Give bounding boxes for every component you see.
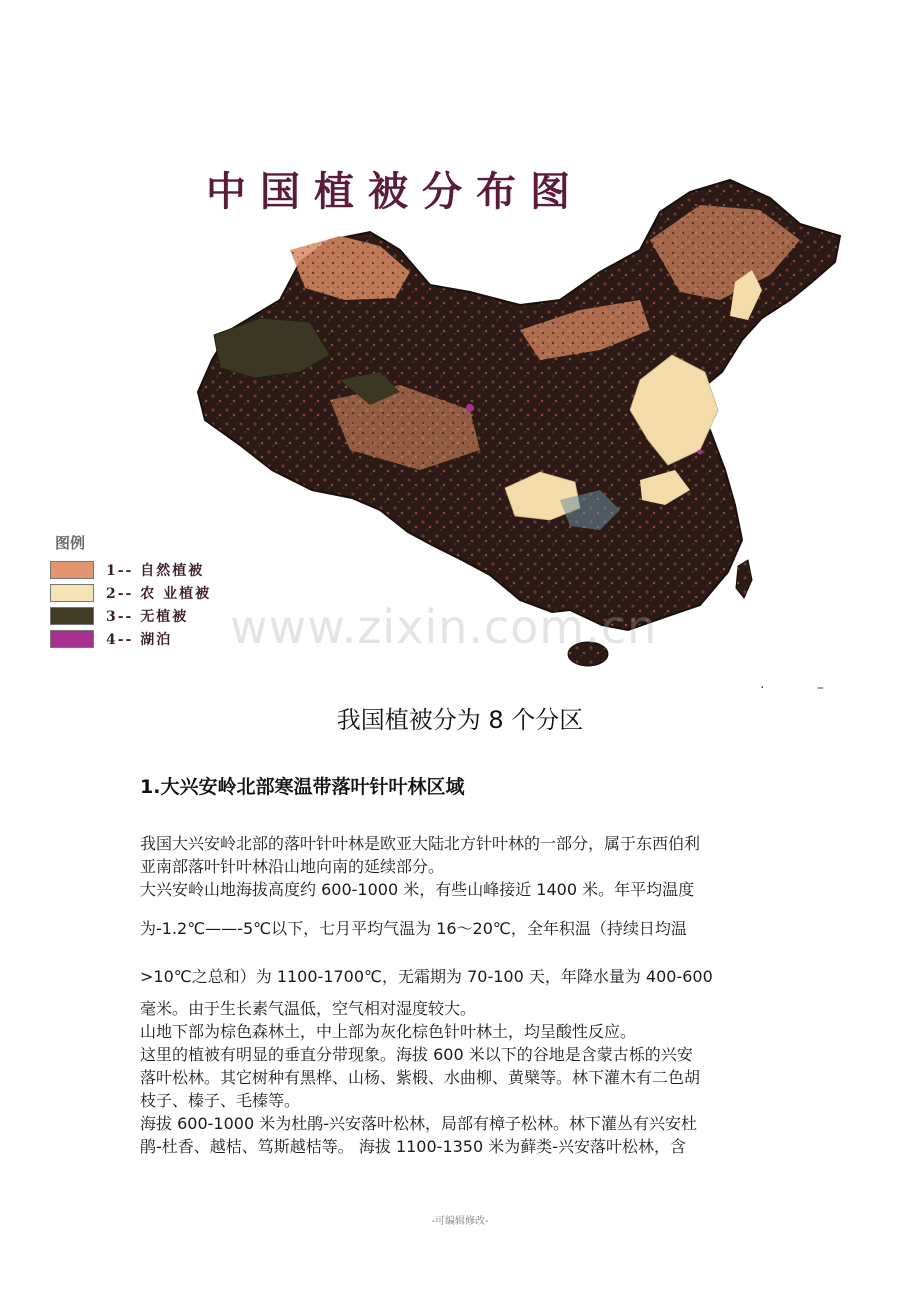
legend-swatch <box>50 607 94 625</box>
legend-swatch <box>50 630 94 648</box>
text-line: 为-1.2℃——-5℃以下，七月平均气温为 16～20℃，全年积温（持续日均温 <box>140 919 687 938</box>
text-line: 大兴安岭山地海拔高度约 600-1000 米，有些山峰接近 1400 米。年平均温度 <box>140 880 695 899</box>
legend-label: 1-- 自然植被 <box>106 562 205 579</box>
map-legend <box>50 532 240 650</box>
legend-item-agriculture <box>50 581 240 604</box>
paragraph-4 <box>140 997 784 1158</box>
text-line: 这里的植被有明显的垂直分带现象。海拔 600 米以下的谷地是含蒙古栎的兴安 <box>140 1045 693 1064</box>
text-line: 山地下部为棕色森林土，中上部为灰化棕色针叶林土，均呈酸性反应。 <box>140 1022 637 1041</box>
text-line: 枝子、榛子、毛榛等。 <box>140 1091 301 1110</box>
text-line: 海拔 600-1000 米为杜鹃-兴安落叶松林，局部有樟子松林。林下灌丛有兴安杜 <box>140 1114 697 1133</box>
legend-item-natural <box>50 558 240 581</box>
paragraph-2 <box>140 917 784 940</box>
watermark: www.zixin.com.cn <box>230 600 658 654</box>
text-line: 亚南部落叶针叶林沿山地向南的延续部分。 <box>140 857 445 876</box>
map-title: 中国植被分布图 <box>206 168 584 215</box>
taiwan-island <box>736 560 752 598</box>
text-line: 落叶松林。其它树种有黑桦、山杨、紫椴、水曲柳、黄檗等。林下灌木有二色胡 <box>140 1068 701 1087</box>
legend-swatch <box>50 561 94 579</box>
legend-label: 4-- 湖泊 <box>106 631 173 648</box>
paragraph-3 <box>140 965 784 988</box>
section-heading: 我国植被分为 8 个分区 <box>336 706 584 734</box>
sub-heading: 1.大兴安岭北部寒温带落叶针叶林区域 <box>140 776 465 798</box>
text-line: 鹃-杜香、越桔、笃斯越桔等。 海拔 1100-1350 米为藓类-兴安落叶松林，含 <box>140 1137 687 1156</box>
legend-swatch <box>50 584 94 602</box>
legend-label: 3-- 无植被 <box>106 608 189 625</box>
text-line: 毫米。由于生长素气温低，空气相对湿度较大。 <box>140 999 477 1018</box>
paragraph-1 <box>140 832 784 901</box>
footer-text: -可编辑修改- <box>431 1216 489 1227</box>
text-line: >10℃之总和）为 1100-1700℃，无霜期为 70-100 天，年降水量为 400-600 <box>140 967 713 986</box>
lake-marker-east <box>698 450 703 455</box>
legend-item-no-vegetation <box>50 604 240 627</box>
legend-label: 2-- 农 业植被 <box>106 585 212 602</box>
legend-title: 图例 <box>55 534 86 552</box>
page-marks: · – <box>760 680 848 696</box>
text-line: 我国大兴安岭北部的落叶针叶林是欧亚大陆北方针叶林的一部分，属于东西伯利 <box>140 834 701 853</box>
legend-item-lake <box>50 627 240 650</box>
lake-marker-qinghai <box>466 404 474 412</box>
